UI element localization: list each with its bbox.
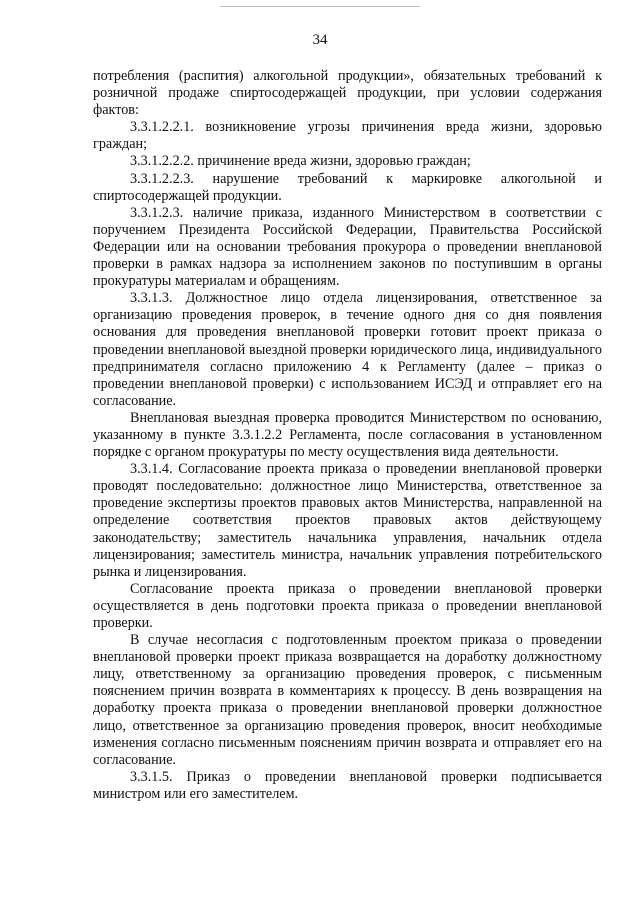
paragraph-3-3-1-4: 3.3.1.4. Согласование проекта приказа о проведении внеплановой проверки проводят последовательно: должностное лицо Министерства, ответственное за проведение экспертизы проектов правовых актов Министерства, направленной на определение соответствия проектов правовых актов действующему законодательству; заместитель начальника управления, начальник отдела лицензирования; заместитель министра, начальник управления потребительского рынка и лицензирования. [93,461,602,580]
paragraph-3-3-1-5: 3.3.1.5. Приказ о проведении внеплановой проверки подписывается министром или его заместителем. [93,768,602,802]
page-number: 34 [312,32,328,48]
paragraph-3-3-1-2-3: 3.3.1.2.3. наличие приказа, изданного Министерством в соответствии с поручением Президента Российской Федерации, Правительства Российской Федерации или на основании требования прокурора о проведении внеплановой проверки в рамках надзора за исполнением законов по поступившим в органы прокуратуры материалам и обращениям. [93,204,602,290]
paragraph-3-3-1-2-2-1: 3.3.1.2.2.1. возникновение угрозы причинения вреда жизни, здоровью граждан; [93,119,602,153]
paragraph-unscheduled-inspection: Внеплановая выездная проверка проводится Министерством по основанию, указанному в пункте 3.3.1.2.2 Регламента, после согласования в установленном порядке с органом прокуратуры по месту осуществления вида деятельности. [93,409,602,461]
document-body [93,68,602,803]
paragraph-disagreement: В случае несогласия с подготовленным проектом приказа о проведении внеплановой проверки проект приказа возвращается на доработку должностному лицу, ответственному за организацию проведения проверок, с письменным пояснением причин возврата в комментариях к процессу. В день возвращения на доработку проекта приказа о проведении внеплановой проверки должностное лицо, ответственное за организацию проведения проверок, вносит необходимые изменения согласно письменным пояснениям причин возврата и отправляет его на согласование. [93,632,602,768]
paragraph-3-3-1-3: 3.3.1.3. Должностное лицо отдела лицензирования, ответственное за организацию проведения проверок, в течение одного дня со дня появления основания для проведения внеплановой проверки готовит проект приказа о проведении внеплановой выездной проверки юридического лица, индивидуального предпринимателя согласно приложению 4 к Регламенту (далее – приказ о проведении внеплановой проверки) с использованием ИСЭД и отправляет его на согласование. [93,290,602,409]
paragraph-3-3-1-2-2-2: 3.3.1.2.2.2. причинение вреда жизни, здоровью граждан; [130,153,471,170]
scan-edge-line [220,6,420,7]
paragraph-continuation: потребления (распития) алкогольной продукции», обязательных требований к розничной продаже спиртосодержащей продукции, при условии содержания фактов: [93,68,602,119]
paragraph-approval-timing: Согласование проекта приказа о проведении внеплановой проверки осуществляется в день подготовки проекта приказа о проведении внеплановой проверки. [93,580,602,631]
paragraph-3-3-1-2-2-3: 3.3.1.2.2.3. нарушение требований к маркировке алкогольной и спиртосодержащей продукции. [93,170,602,204]
